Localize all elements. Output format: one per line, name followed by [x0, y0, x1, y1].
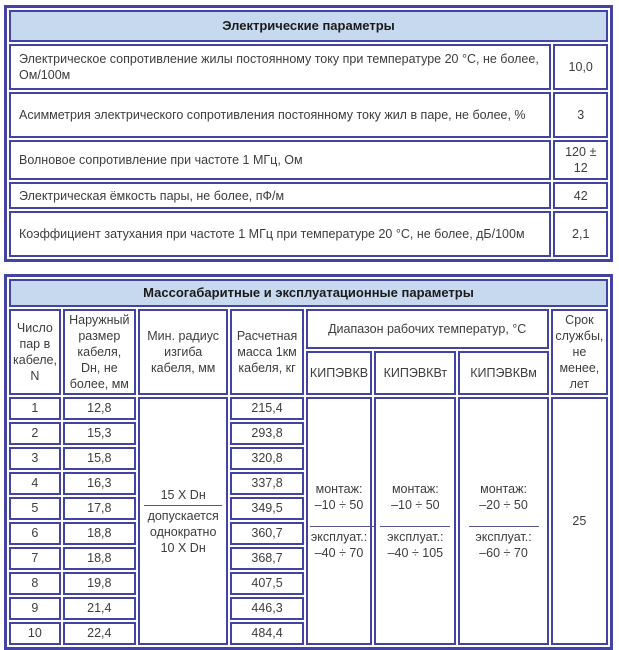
mass-value: 484,4: [230, 622, 303, 645]
header-cable-type-kipevkvm: КИПЭВКВм: [458, 351, 548, 395]
header-outer-size: Наружный размер кабеля, Dн, не более, мм: [63, 309, 136, 395]
header-cable-type-kipevkv: КИПЭВКВ: [306, 351, 373, 395]
header-bend-radius: Мин. радиус изгиба кабеля, мм: [138, 309, 228, 395]
exploit-range: –40 ÷ 105: [387, 546, 444, 560]
mass-value: 446,3: [230, 597, 303, 620]
montage-range: –10 ÷ 50: [391, 498, 440, 512]
table2-title: Массогабаритные и эксплуатационные параметры: [9, 279, 608, 307]
table2-header-row-top: [9, 309, 608, 349]
header-temp-range: Диапазон рабочих температур, °С: [306, 309, 549, 349]
param-label: Волновое сопротивление при частоте 1 МГц, Ом: [9, 140, 551, 180]
table-row: [9, 44, 608, 90]
pairs-count-value: 4: [9, 472, 61, 495]
pairs-count-value: 8: [9, 572, 61, 595]
outer-size-value: 12,8: [63, 397, 136, 420]
outer-size-value: 16,3: [63, 472, 136, 495]
param-label: Асимметрия электрического сопротивления постоянному току жил в паре, не более, %: [9, 92, 551, 138]
pairs-count-value: 3: [9, 447, 61, 470]
pairs-count-value: 10: [9, 622, 61, 645]
param-value: 42: [553, 182, 608, 209]
temp-cell-kipevkvm: [458, 397, 548, 645]
pairs-count-value: 9: [9, 597, 61, 620]
pairs-count-value: 6: [9, 522, 61, 545]
pairs-count-value: 7: [9, 547, 61, 570]
outer-size-value: 15,3: [63, 422, 136, 445]
table2-title-row: [9, 279, 608, 307]
param-value: 3: [553, 92, 608, 138]
pairs-count-value: 1: [9, 397, 61, 420]
table-row: [9, 92, 608, 138]
exploit-label: эксплуат.:: [475, 530, 532, 544]
separator-line: [380, 526, 450, 527]
outer-size-value: 17,8: [63, 497, 136, 520]
outer-size-value: 21,4: [63, 597, 136, 620]
outer-size-value: 18,8: [63, 547, 136, 570]
param-value: 10,0: [553, 44, 608, 90]
bend-radius-cell: [138, 397, 228, 645]
table1-title: Электрические параметры: [9, 10, 608, 42]
outer-size-value: 18,8: [63, 522, 136, 545]
pairs-count-value: 5: [9, 497, 61, 520]
param-label: Электрическая ёмкость пары, не более, пФ/м: [9, 182, 551, 209]
table-row: [9, 397, 608, 420]
mass-value: 368,7: [230, 547, 303, 570]
header-service-life: Срок службы, не менее, лет: [551, 309, 608, 395]
bend-radius-note-1: допускается: [147, 508, 219, 523]
temp-cell-kipevkv: [306, 397, 373, 645]
bend-radius-top: 15 X Dн: [160, 487, 206, 502]
param-value: 120 ± 12: [553, 140, 608, 180]
montage-label: монтаж:: [480, 482, 527, 496]
outer-size-value: 15,8: [63, 447, 136, 470]
table-row: [9, 211, 608, 257]
bend-radius-note-3: 10 X Dн: [160, 540, 206, 555]
montage-label: монтаж:: [391, 482, 439, 496]
mass-value: 215,4: [230, 397, 303, 420]
mass-operational-parameters-table: [4, 274, 613, 650]
exploit-range: –40 ÷ 70: [314, 546, 364, 560]
bend-radius-note-2: однократно: [149, 524, 217, 539]
separator-line: [144, 505, 222, 506]
header-mass: Расчетная масса 1км кабеля, кг: [230, 309, 303, 395]
separator-line: [469, 526, 539, 527]
table-row: [9, 140, 608, 180]
param-label: Коэффициент затухания при частоте 1 МГц при температуре 20 °С, не более, дБ/100м: [9, 211, 551, 257]
mass-value: 349,5: [230, 497, 303, 520]
exploit-range: –60 ÷ 70: [479, 546, 528, 560]
pairs-count-value: 2: [9, 422, 61, 445]
mass-value: 337,8: [230, 472, 303, 495]
montage-label: монтаж:: [315, 482, 363, 496]
mass-value: 360,7: [230, 522, 303, 545]
outer-size-value: 19,8: [63, 572, 136, 595]
electrical-parameters-table: [4, 5, 613, 262]
table1-title-row: [9, 10, 608, 42]
service-life-cell: 25: [551, 397, 608, 645]
param-value: 2,1: [553, 211, 608, 257]
mass-value: 293,8: [230, 422, 303, 445]
mass-value: 407,5: [230, 572, 303, 595]
mass-value: 320,8: [230, 447, 303, 470]
table-row: [9, 182, 608, 209]
montage-range: –10 ÷ 50: [314, 498, 364, 512]
header-cable-type-kipevkvt: КИПЭВКВт: [374, 351, 456, 395]
header-pairs-count: Число пар в кабеле, N: [9, 309, 61, 395]
outer-size-value: 22,4: [63, 622, 136, 645]
temp-cell-kipevkvt: [374, 397, 456, 645]
param-label: Электрическое сопротивление жилы постоянному току при температуре 20 °С, не более, Ом/100м: [9, 44, 551, 90]
separator-line: [310, 526, 380, 527]
montage-range: –20 ÷ 50: [479, 498, 528, 512]
exploit-label: эксплуат.:: [310, 530, 368, 544]
exploit-label: эксплуат.:: [387, 530, 444, 544]
